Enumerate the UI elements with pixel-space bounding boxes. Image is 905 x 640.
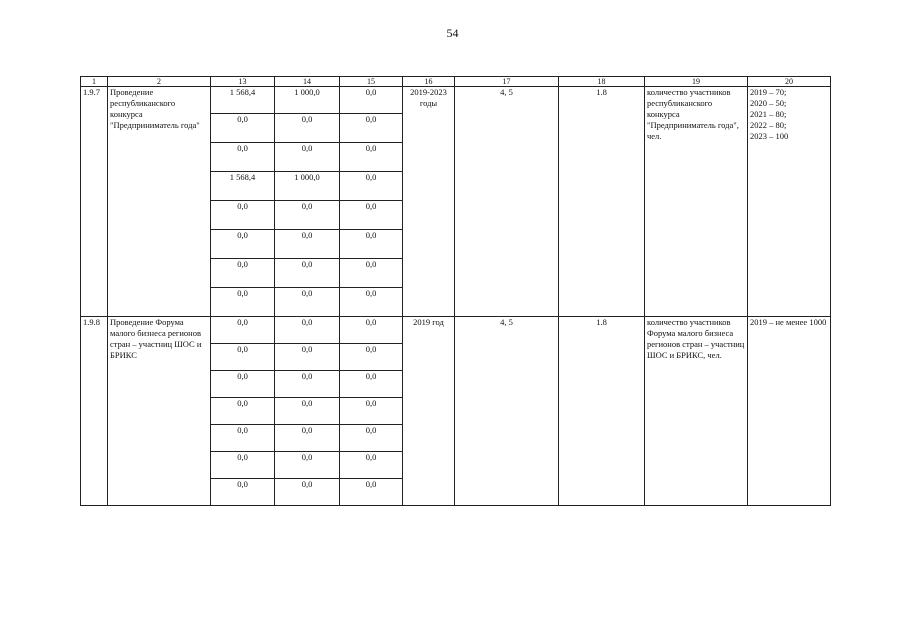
item-number: 1.9.8 bbox=[81, 317, 108, 506]
cell-value: 0,0 bbox=[275, 201, 340, 230]
cell-value: 0,0 bbox=[275, 425, 340, 452]
measures-table bbox=[80, 76, 831, 506]
table-row bbox=[81, 87, 831, 114]
cell-value: 1 568,4 bbox=[211, 172, 275, 201]
cell-value: 0,0 bbox=[275, 230, 340, 259]
cell-value: 0,0 bbox=[211, 230, 275, 259]
cell-value: 0,0 bbox=[340, 87, 403, 114]
target-line: 2019 – не менее 1000 bbox=[750, 317, 827, 327]
cell-value: 0,0 bbox=[340, 344, 403, 371]
column-header: 18 bbox=[559, 77, 645, 87]
cell-value: 0,0 bbox=[211, 344, 275, 371]
column-header: 2 bbox=[108, 77, 211, 87]
item-col18: 1.8 bbox=[559, 317, 645, 506]
cell-value: 0,0 bbox=[211, 479, 275, 506]
item-col17: 4, 5 bbox=[455, 87, 559, 317]
cell-value: 0,0 bbox=[275, 479, 340, 506]
item-name: Проведение республиканского конкурса "Предприниматель года" bbox=[108, 87, 211, 317]
cell-value: 0,0 bbox=[340, 230, 403, 259]
cell-value: 0,0 bbox=[275, 398, 340, 425]
page-number: 54 bbox=[446, 26, 459, 40]
cell-value: 0,0 bbox=[211, 371, 275, 398]
item-indicator: количество участников Форума малого бизнеса регионов стран – участниц ШОС и БРИКС, чел. bbox=[645, 317, 748, 506]
cell-value: 0,0 bbox=[211, 201, 275, 230]
column-header: 16 bbox=[403, 77, 455, 87]
item-col17: 4, 5 bbox=[455, 317, 559, 506]
item-indicator: количество участников республиканского конкурса "Предприниматель года", чел. bbox=[645, 87, 748, 317]
cell-value: 0,0 bbox=[211, 452, 275, 479]
cell-value: 0,0 bbox=[340, 201, 403, 230]
cell-value: 0,0 bbox=[211, 143, 275, 172]
cell-value: 0,0 bbox=[340, 398, 403, 425]
item-number: 1.9.7 bbox=[81, 87, 108, 317]
cell-value: 1 568,4 bbox=[211, 87, 275, 114]
cell-value: 0,0 bbox=[340, 288, 403, 317]
table-row bbox=[81, 317, 831, 344]
cell-value: 0,0 bbox=[340, 371, 403, 398]
target-line: 2023 – 100 bbox=[750, 131, 789, 141]
cell-value: 0,0 bbox=[211, 398, 275, 425]
column-header: 19 bbox=[645, 77, 748, 87]
column-header: 20 bbox=[748, 77, 831, 87]
column-header: 13 bbox=[211, 77, 275, 87]
cell-value: 0,0 bbox=[340, 425, 403, 452]
item-targets bbox=[748, 87, 831, 317]
cell-value: 0,0 bbox=[275, 259, 340, 288]
cell-value: 1 000,0 bbox=[275, 87, 340, 114]
cell-value: 0,0 bbox=[340, 143, 403, 172]
cell-value: 0,0 bbox=[211, 317, 275, 344]
target-line: 2022 – 80; bbox=[750, 120, 787, 130]
cell-value: 0,0 bbox=[340, 172, 403, 201]
cell-value: 0,0 bbox=[340, 114, 403, 143]
target-line: 2020 – 50; bbox=[750, 98, 787, 108]
target-line: 2021 – 80; bbox=[750, 109, 787, 119]
cell-value: 0,0 bbox=[275, 344, 340, 371]
cell-value: 0,0 bbox=[211, 288, 275, 317]
item-targets bbox=[748, 317, 831, 506]
cell-value: 0,0 bbox=[211, 114, 275, 143]
cell-value: 0,0 bbox=[340, 317, 403, 344]
cell-value: 0,0 bbox=[275, 288, 340, 317]
cell-value: 0,0 bbox=[275, 317, 340, 344]
column-header: 15 bbox=[340, 77, 403, 87]
cell-value: 1 000,0 bbox=[275, 172, 340, 201]
cell-value: 0,0 bbox=[340, 452, 403, 479]
cell-value: 0,0 bbox=[340, 259, 403, 288]
item-period: 2019-2023 годы bbox=[403, 87, 455, 317]
header-row bbox=[81, 77, 831, 87]
column-header: 17 bbox=[455, 77, 559, 87]
cell-value: 0,0 bbox=[275, 371, 340, 398]
target-line: 2019 – 70; bbox=[750, 87, 787, 97]
cell-value: 0,0 bbox=[340, 479, 403, 506]
cell-value: 0,0 bbox=[275, 143, 340, 172]
column-header: 14 bbox=[275, 77, 340, 87]
item-col18: 1.8 bbox=[559, 87, 645, 317]
cell-value: 0,0 bbox=[275, 114, 340, 143]
column-header: 1 bbox=[81, 77, 108, 87]
cell-value: 0,0 bbox=[211, 259, 275, 288]
cell-value: 0,0 bbox=[275, 452, 340, 479]
cell-value: 0,0 bbox=[211, 425, 275, 452]
item-period: 2019 год bbox=[403, 317, 455, 506]
item-name: Проведение Форума малого бизнеса регионов стран – участниц ШОС и БРИКС bbox=[108, 317, 211, 506]
